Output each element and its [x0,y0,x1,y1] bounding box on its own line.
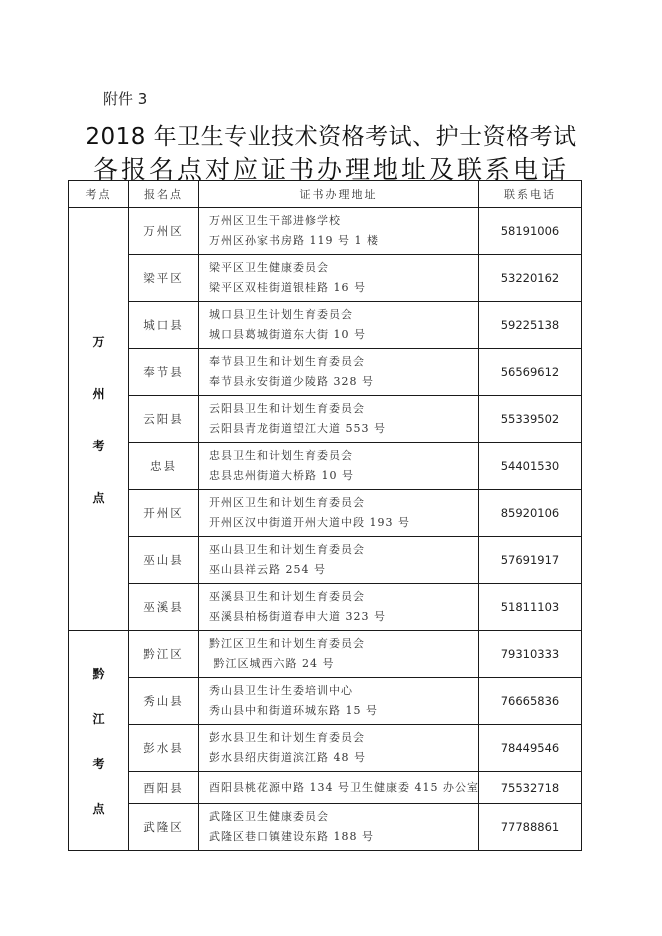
registration-site: 黔江区 [129,631,199,678]
contact-phone: 58191006 [479,208,582,255]
address-line-2: 巫溪县柏杨街道春申大道 323 号 [209,610,386,623]
address-line-1: 黔江区卫生和计划生育委员会 [209,637,365,650]
registration-site: 云阳县 [129,396,199,443]
certificate-address [199,349,479,396]
contact-phone: 59225138 [479,302,582,349]
exam-center-cell [69,208,129,631]
exam-center-char: 考 [92,756,105,771]
registration-site: 城口县 [129,302,199,349]
address-line-2: 巫山县祥云路 254 号 [209,563,326,576]
exam-center-char: 考 [92,438,105,453]
certificate-address [199,255,479,302]
contact-phone: 76665836 [479,678,582,725]
exam-center-cell [69,631,129,851]
contact-phone: 53220162 [479,255,582,302]
table-row [69,678,582,725]
certificate-address [199,631,479,678]
contact-phone: 56569612 [479,349,582,396]
contact-phone: 78449546 [479,725,582,772]
table-row [69,804,582,851]
header-phone: 联系电话 [479,181,582,208]
registration-site: 开州区 [129,490,199,537]
contact-phone: 55339502 [479,396,582,443]
certificate-address [199,396,479,443]
registration-site: 忠县 [129,443,199,490]
table-row [69,302,582,349]
certificate-address [199,584,479,631]
certificate-address [199,537,479,584]
address-line-1: 忠县卫生和计划生育委员会 [209,449,353,462]
contact-phone: 75532718 [479,772,582,804]
exam-center-char: 江 [92,711,105,726]
table-row [69,443,582,490]
address-line-2: 开州区汉中街道开州大道中段 193 号 [209,516,410,529]
address-line-2: 秀山县中和街道环城东路 15 号 [209,704,378,717]
registration-site: 武隆区 [129,804,199,851]
exam-center-char: 黔 [92,666,105,681]
certificate-address [199,208,479,255]
header-certificate-address: 证书办理地址 [199,181,479,208]
address-line-1: 万州区卫生干部进修学校 [209,214,341,227]
certificate-address [199,302,479,349]
exam-center-char: 万 [92,334,105,349]
address-line-1: 秀山县卫生计生委培训中心 [209,684,353,697]
certificate-address-table [68,180,582,851]
contact-phone: 54401530 [479,443,582,490]
address-line-1: 奉节县卫生和计划生育委员会 [209,355,365,368]
address-line-1: 巫山县卫生和计划生育委员会 [209,543,365,556]
contact-phone: 79310333 [479,631,582,678]
address-line-2: 彭水县绍庆街道滨江路 48 号 [209,751,366,764]
address-line-1: 城口县卫生计划生育委员会 [209,308,353,321]
address-line-2: 黔江区城西六路 24 号 [209,657,335,670]
address-line-2: 城口县葛城街道东大街 10 号 [209,328,366,341]
registration-site: 巫溪县 [129,584,199,631]
registration-site: 彭水县 [129,725,199,772]
address-line-1: 云阳县卫生和计划生育委员会 [209,402,365,415]
contact-phone: 77788861 [479,804,582,851]
table-row [69,490,582,537]
certificate-address [199,772,479,804]
address-line-1: 开州区卫生和计划生育委员会 [209,496,365,509]
exam-center-char: 点 [92,801,105,816]
table-row [69,537,582,584]
address-line-2: 万州区孙家书房路 119 号 1 楼 [209,234,379,247]
contact-phone: 57691917 [479,537,582,584]
address-line-2: 奉节县永安街道少陵路 328 号 [209,375,374,388]
address-line-1: 武隆区卫生健康委员会 [209,810,329,823]
table-row [69,349,582,396]
contact-phone: 85920106 [479,490,582,537]
document-title-line1: 2018 年卫生专业技术资格考试、护士资格考试 [85,124,577,150]
header-exam-center: 考点 [69,181,129,208]
registration-site: 梁平区 [129,255,199,302]
address-line-1: 酉阳县桃花源中路 134 号卫生健康委 415 办公室 [209,780,479,794]
address-line-2: 梁平区双桂街道银桂路 16 号 [209,281,366,294]
header-registration-site: 报名点 [129,181,199,208]
certificate-address [199,725,479,772]
registration-site: 巫山县 [129,537,199,584]
attachment-label: 附件 3 [103,90,148,108]
registration-site: 万州区 [129,208,199,255]
table-row [69,725,582,772]
registration-site: 秀山县 [129,678,199,725]
table-row [69,208,582,255]
address-line-1: 梁平区卫生健康委员会 [209,261,329,274]
certificate-address [199,490,479,537]
table-row [69,396,582,443]
table-row [69,631,582,678]
registration-site: 奉节县 [129,349,199,396]
certificate-address [199,804,479,851]
table-row [69,584,582,631]
exam-center-char: 州 [92,386,105,401]
certificate-address [199,678,479,725]
address-line-2: 武隆区巷口镇建设东路 188 号 [209,830,374,843]
address-line-2: 云阳县青龙街道望江大道 553 号 [209,422,386,435]
document-title-line2: 各报名点对应证书办理地址及联系电话 [92,155,569,184]
address-line-1: 巫溪县卫生和计划生育委员会 [209,590,365,603]
address-line-2: 忠县忠州街道大桥路 10 号 [209,469,354,482]
table-header-row [69,181,582,208]
contact-phone: 51811103 [479,584,582,631]
address-line-1: 彭水县卫生和计划生育委员会 [209,731,365,744]
table-row [69,772,582,804]
certificate-address [199,443,479,490]
exam-center-char: 点 [92,490,105,505]
table-row [69,255,582,302]
registration-site: 酉阳县 [129,772,199,804]
